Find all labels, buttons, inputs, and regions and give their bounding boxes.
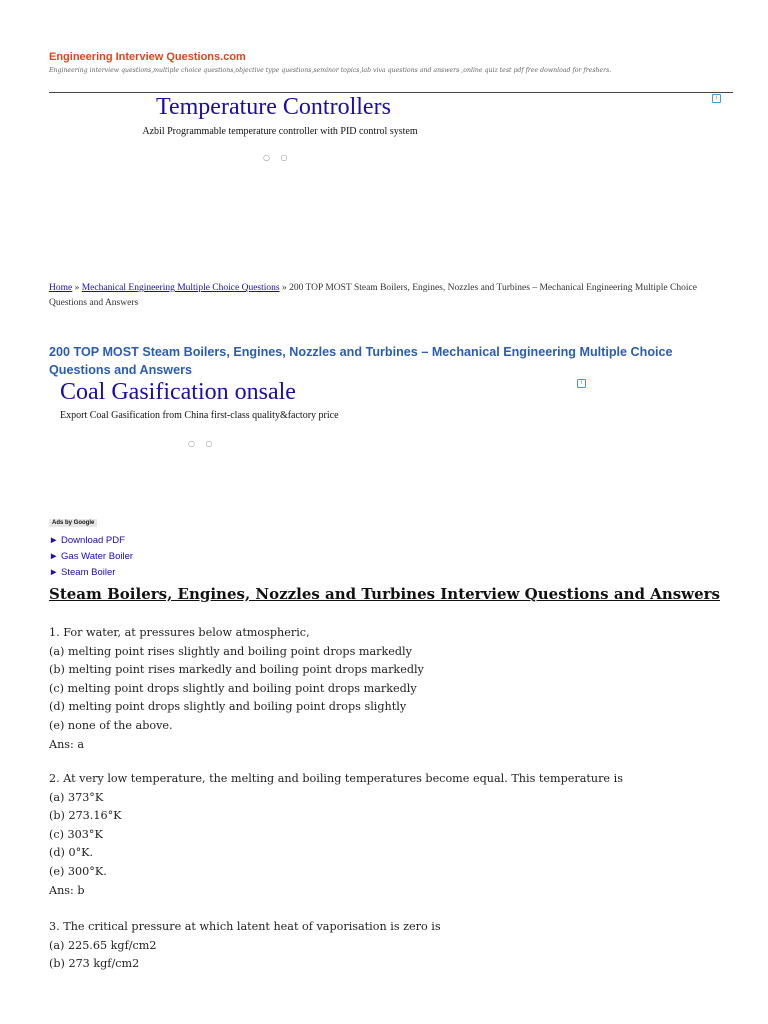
breadcrumb bbox=[49, 281, 733, 311]
ad-text[interactable]: Export Coal Gasification from China first-class quality&factory price bbox=[60, 410, 339, 421]
section-heading: Steam Boilers, Engines, Nozzles and Turbines Interview Questions and Answers bbox=[49, 585, 720, 603]
adchoices-icon[interactable]: i bbox=[577, 379, 586, 388]
question-option: (d) 0°K. bbox=[49, 846, 94, 860]
breadcrumb-separator: » bbox=[279, 283, 290, 293]
breadcrumb-separator: » bbox=[72, 283, 82, 293]
question-text: 1. For water, at pressures below atmospheric, bbox=[49, 626, 310, 639]
ad-links-list bbox=[49, 533, 133, 581]
ad-title[interactable]: Coal Gasification onsale bbox=[60, 379, 296, 405]
question-option: (a) 373°K bbox=[49, 790, 104, 804]
ad-carousel-dots[interactable]: ○ ○ bbox=[263, 153, 292, 162]
question-answer: Ans: b bbox=[49, 883, 85, 897]
question-block bbox=[49, 918, 733, 974]
ad-title[interactable]: Temperature Controllers bbox=[156, 94, 391, 120]
question-option: (c) 303°K bbox=[49, 827, 103, 841]
question-option: (e) 300°K. bbox=[49, 864, 107, 878]
ad-text[interactable]: Azbil Programmable temperature controller with PID control system bbox=[142, 126, 418, 137]
page-title-line: 200 TOP MOST Steam Boilers, Engines, Nozzles and Turbines – Mechanical Engineering Multiple Choice bbox=[49, 345, 673, 359]
question-answer: Ans: a bbox=[49, 737, 85, 751]
breadcrumb-home-link[interactable]: Home bbox=[49, 283, 73, 293]
question-option: (b) 273 kgf/cm2 bbox=[49, 957, 140, 971]
ads-by-google-label[interactable]: Ads by Google bbox=[49, 519, 97, 527]
question-block bbox=[49, 770, 733, 900]
breadcrumb-current-continued: Questions and Answers bbox=[49, 298, 139, 308]
question-block bbox=[49, 624, 733, 754]
page-title bbox=[49, 343, 733, 379]
question-text: 3. The critical pressure at which latent heat of vaporisation is zero is bbox=[49, 920, 441, 933]
question-text: 2. At very low temperature, the melting and boiling temperatures become equal. This temperature is bbox=[49, 772, 623, 785]
question-option: (c) melting point drops slightly and boiling point drops markedly bbox=[49, 681, 417, 695]
page-title-line: Questions and Answers bbox=[49, 363, 192, 377]
question-option: (b) melting point rises markedly and boiling point drops markedly bbox=[49, 663, 424, 677]
question-option: (e) none of the above. bbox=[49, 718, 173, 732]
question-option: (b) 273.16°K bbox=[49, 809, 122, 823]
breadcrumb-category-link[interactable]: Mechanical Engineering Multiple Choice Questions bbox=[81, 283, 280, 293]
breadcrumb-current: 200 TOP MOST Steam Boilers, Engines, Nozzles and Turbines – Mechanical Engineering Multiple Choice bbox=[289, 283, 697, 293]
ad-link-gas-water-boiler[interactable]: ► Gas Water Boiler bbox=[49, 551, 134, 562]
ad-link-steam-boiler[interactable]: ► Steam Boiler bbox=[49, 567, 116, 578]
site-title-link[interactable]: Engineering Interview Questions.com bbox=[49, 51, 246, 63]
question-option: (a) melting point rises slightly and boiling point drops markedly bbox=[49, 644, 412, 658]
site-description: Engineering interview questions,multiple choice questions,objective type questions,seminor topics,lab viva questions and answers ,online quiz test pdf free download for freshers. bbox=[49, 67, 612, 74]
ad-link-download-pdf[interactable]: ► Download PDF bbox=[49, 535, 125, 546]
ad-carousel-dots[interactable]: ○ ○ bbox=[188, 439, 217, 448]
question-option: (d) melting point drops slightly and boiling point drops slightly bbox=[49, 700, 407, 714]
header-divider bbox=[49, 92, 733, 93]
adchoices-icon[interactable]: i bbox=[712, 94, 721, 103]
question-option: (a) 225.65 kgf/cm2 bbox=[49, 938, 157, 952]
